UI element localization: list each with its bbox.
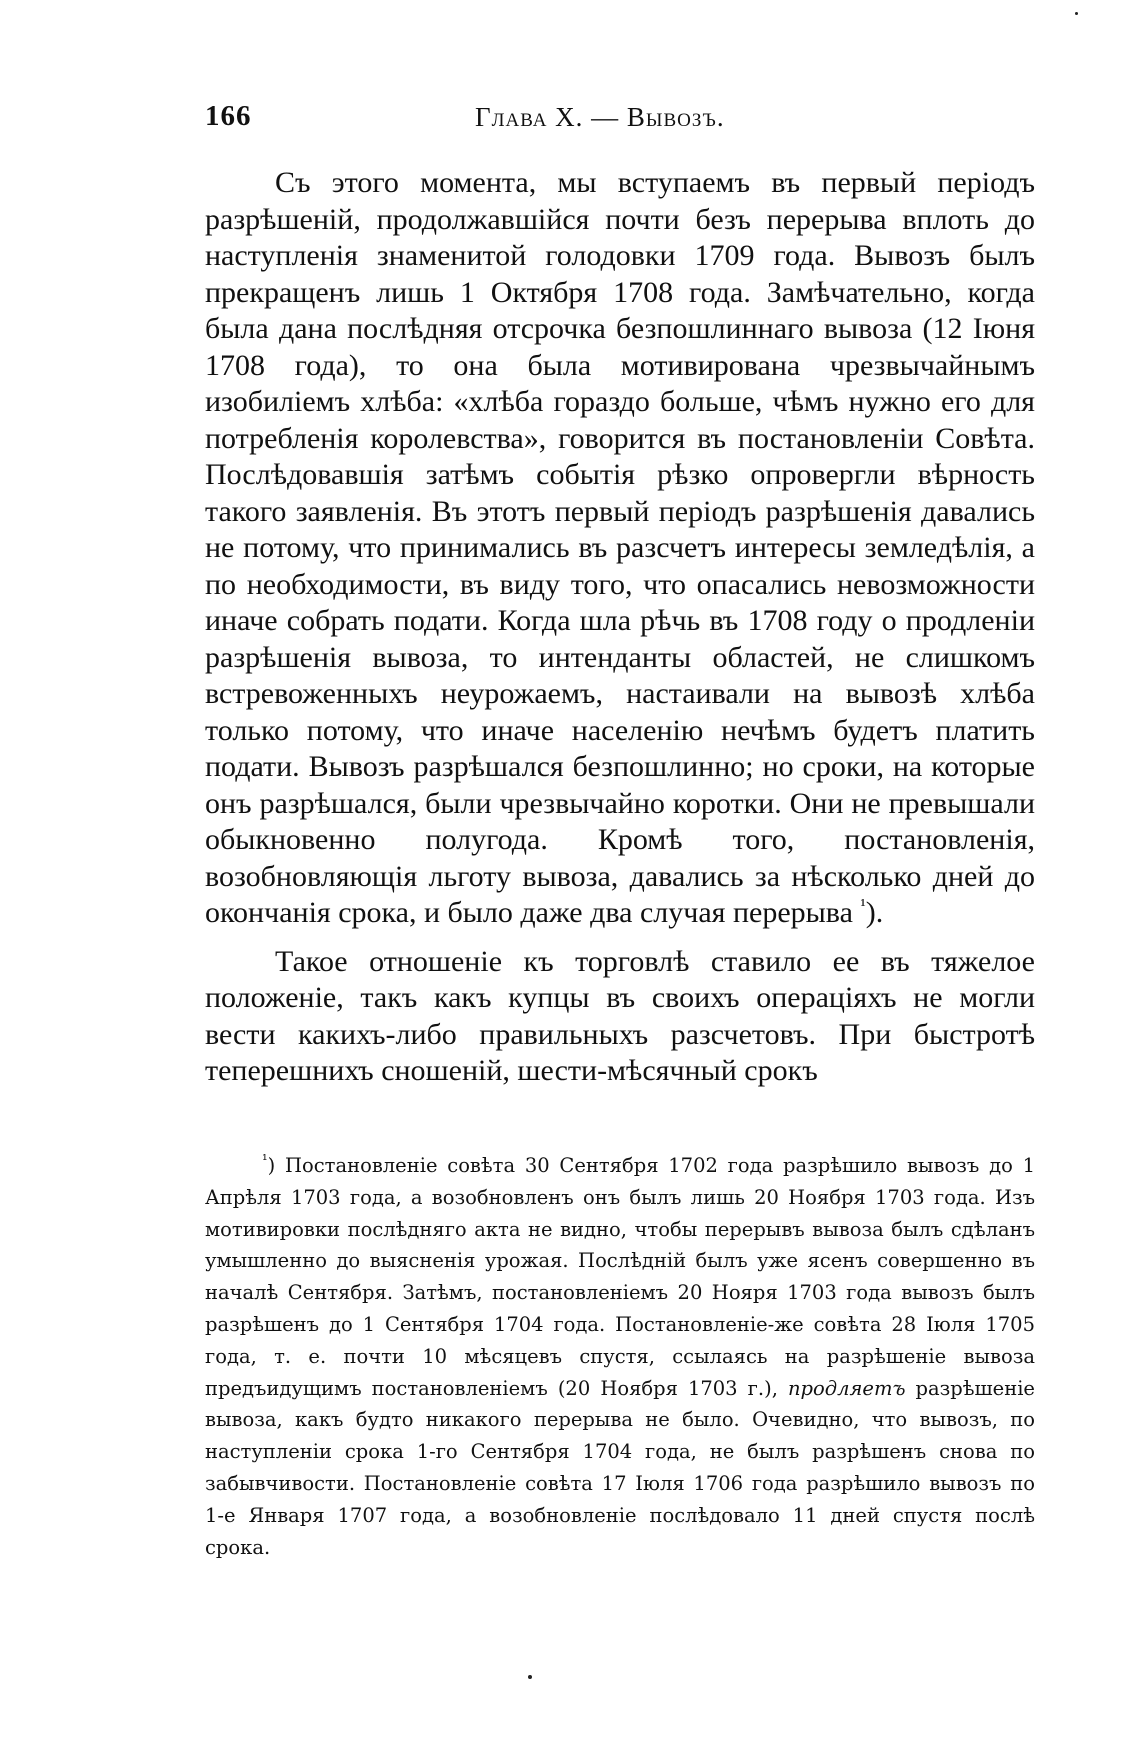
footnote-text-part-2: разрѣшеніе вывоза, какъ будто никакого перерыва не было. Очевидно, что вывозъ, по наступленіи срока 1-го Сентября 1704 года, не былъ разрѣшенъ снова по забывчивости. Постановленіе совѣта 17 Іюля 1706 года разрѣшило вывозъ по 1-е Января 1707 года, а возобновленіе послѣдовало 11 дней спустя послѣ срока. <box>205 1376 1035 1559</box>
page-number: 166 <box>205 100 252 132</box>
paragraph-1 <box>205 165 1035 932</box>
chapter-title: Глава X. — Вывозъ. <box>475 102 725 132</box>
footnote-marker: ¹ <box>262 1152 268 1169</box>
main-text <box>205 165 1035 1090</box>
paragraph-1-end: ). <box>865 896 884 929</box>
footnote <box>205 1150 1035 1563</box>
scan-speck <box>1075 12 1078 15</box>
footnote-reference[interactable]: ¹ <box>860 895 866 915</box>
paragraph-2: Такое отношеніе къ торговлѣ ставило ее въ тяжелое положеніе, такъ какъ купцы въ своихъ операціяхъ не могли вести какихъ-либо правильныхъ разсчетовъ. При быстротѣ теперешнихъ сношеній, шести-мѣсячный срокъ <box>205 944 1035 1087</box>
running-head <box>205 100 1035 140</box>
footnote-emphasis: продляетъ <box>787 1376 906 1400</box>
footnote-text-part-1: ) Постановленіе совѣта 30 Сентября 1702 года разрѣшило вывозъ до 1 Апрѣля 1703 года, а возобновленъ онъ былъ лишь 20 Ноября 1703 года. Изъ мотивировки послѣдняго акта не видно, чтобы перерывъ вывоза былъ сдѣланъ умышленно до выясненія урожая. Послѣдній былъ уже ясенъ совершенно въ началѣ Сентября. Затѣмъ, постановленіемъ 20 Нояря 1703 года вывозъ былъ разрѣшенъ до 1 Сентября 1704 года. Постановленіе-же совѣта 28 Іюля 1705 года, т. е. почти 10 мѣсяцевъ спустя, ссылаясь на разрѣшеніе вывоза предъидущимъ постановленіемъ (20 Ноября 1703 г.), <box>205 1154 1035 1400</box>
paragraph-1-text: Съ этого момента, мы вступаемъ въ первый періодъ разрѣшеній, продолжавшійся почти безъ перерыва вплоть до наступленія знаменитой голодовки 1709 года. Вывозъ былъ прекращенъ лишь 1 Октября 1708 года. Замѣчательно, когда была дана послѣдняя отсрочка безпошлиннаго вывоза (12 Іюня 1708 года), то она была мотивирована чрезвычайнымъ изобиліемъ хлѣба: «хлѣба гораздо больше, чѣмъ нужно его для потребленія королевства», говорится въ постановленіи Совѣта. Послѣдовавшія затѣмъ событія рѣзко опровергли вѣрность такого заявленія. Въ этотъ первый періодъ разрѣшенія давались не потому, что принимались въ разсчетъ интересы земледѣлія, а по необходимости, въ виду того, что опасались невозможности иначе собрать подати. Когда шла рѣчь въ 1708 году о продленіи разрѣшенія вывоза, то интенданты областей, не слишкомъ встревоженныхъ неурожаемъ, настаивали на вывозѣ хлѣба только потому, что иначе населенію нечѣмъ будетъ платить подати. Вывозъ разрѣшался безпошлинно; но сроки, на которые онъ разрѣшался, были чрезвычайно коротки. Они не превышали обыкновенно полугода. Кромѣ того, постановленія, возобновляющія льготу вывоза, давались за нѣсколько дней до окончанія срока, и было даже два случая перерыва <box>205 166 1035 929</box>
scan-speck <box>528 1675 532 1679</box>
